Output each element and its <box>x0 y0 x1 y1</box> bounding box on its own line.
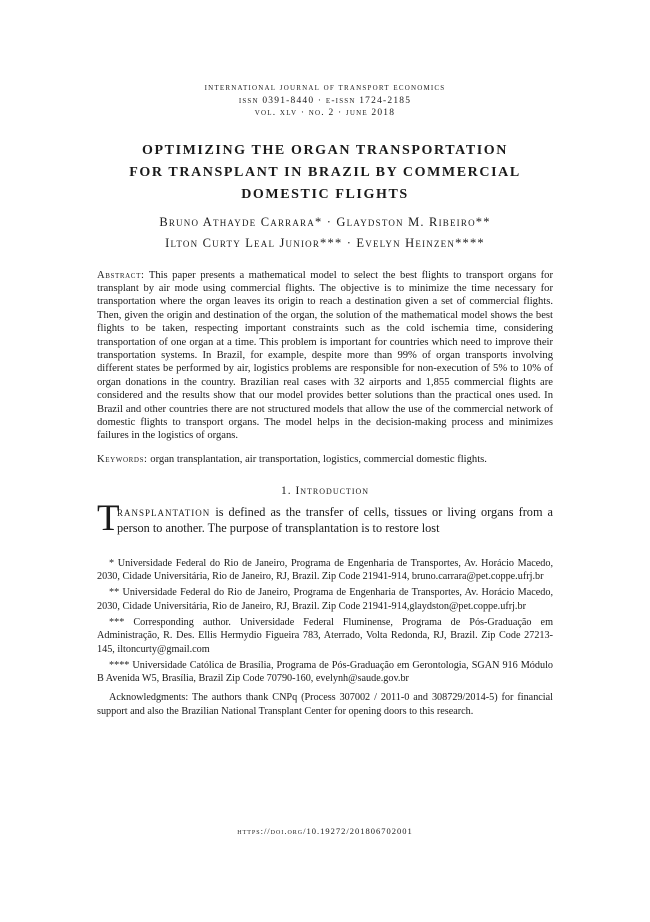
acknowledgments: Acknowledgments: The authors thank CNPq (Process 307002 / 2011-0 and 308729/2014-5) for financial support and also the Brazilian National Transplant Center for opening doors to this research. <box>97 692 553 717</box>
footnote-3: *** Corresponding author. Universidade Federal Fluminense, Programa de Pós-Graduação em Administração, R. Des. Ellis Hermydio Figueira 783, Aterrado, Volta Redonda, RJ, Brazil. Zip Code 27213-145, iltoncurty@gmail.com <box>97 616 553 655</box>
journal-header <box>97 82 553 120</box>
keywords-text: organ transplantation, air transportation, logistics, commercial domestic flights. <box>150 454 487 466</box>
title-line-1: OPTIMIZING THE ORGAN TRANSPORTATION <box>141 142 509 158</box>
doi-link[interactable]: https://doi.org/10.19272/201806702001 <box>237 826 413 836</box>
intro-paragraph <box>97 497 553 539</box>
paper-title <box>97 140 553 206</box>
footnotes <box>97 557 553 686</box>
intro-lead: ransplantation <box>117 504 211 519</box>
keywords-label: Keywords: <box>97 454 148 466</box>
title-line-3: DOMESTIC FLIGHTS <box>241 186 409 202</box>
footnote-2: ** Universidade Federal do Rio de Janeiro, Programa de Engenharia de Transportes, Av. Horácio Macedo, 2030, Cidade Universitária, Rio de Janeiro, RJ, Brazil. Zip Code 21941-914,glaydston@pet.coppe.ufrj.br <box>97 587 553 612</box>
article-page <box>97 82 553 728</box>
authors-line-2: Ilton Curty Leal Junior*** · Evelyn Heinzen**** <box>165 235 485 250</box>
section-heading: 1. Introduction <box>280 484 370 497</box>
title-line-2: FOR TRANSPLANT IN BRAZIL BY COMMERCIAL <box>129 164 521 180</box>
authors-line-1: Bruno Athayde Carrara* · Glaydston M. Ribeiro** <box>159 214 491 229</box>
drop-cap: T <box>97 497 120 539</box>
abstract-text: This paper presents a mathematical model to select the best flights to transport organs for transplant by air mode using commercial flights. The objective is to minimize the time necessary for transportation where the organ leaves its origin to reach a destination given a set of commercial flights. Then, given the origin and destination of the organ, the solution of the mathematical model shows the best flights to be taken, respecting important constraints such as the cold ischemia time, considering transportation of one organ at a time. This problem is important for countries which need to improve their transportation systems. In Brazil, for example, despite more than 99% of organ transports involving different states be performed by air, logistics problems are responsible for non-execution of 5% to 10% of organ donations in the country. Brazilian real cases with 32 airports and 1,855 commercial flights are considered and the results show that our model provides better solutions than the practical ones used. In Brazil and other countries there are not structured models that allow the use of the commercial network of domestic flights to transport organs. The model helps in the decision-making process and minimizes failures in the logistics of organs. <box>97 269 553 442</box>
journal-name: international journal of transport economics <box>204 83 446 93</box>
footnote-1: * Universidade Federal do Rio de Janeiro, Programa de Engenharia de Transportes, Av. Horácio Macedo, 2030, Cidade Universitária, Rio de Janeiro, RJ, Brazil. Zip Code 21941-914, bruno.carrara@pet.coppe.ufrj.br <box>97 557 553 583</box>
abstract <box>97 269 553 443</box>
author-list <box>97 212 553 254</box>
abstract-label: Abstract: <box>97 269 145 281</box>
footnote-4: **** Universidade Católica de Brasília, Programa de Pós-Graduação em Gerontologia, SGAN 916 Módulo B Avenida W5, Brasília, Brazil Zip Code 70790-160, evelynh@saude.gov.br <box>97 659 553 685</box>
intro-text: is defined as the transfer of cells, tissues or living organs from a person to another. The purpose of transplantation is to restore lost <box>117 504 553 535</box>
journal-volume: vol. xlv · no. 2 · june 2018 <box>254 108 396 118</box>
keywords <box>97 453 553 466</box>
journal-issn: issn 0391-8440 · e-issn 1724-2185 <box>238 95 412 106</box>
